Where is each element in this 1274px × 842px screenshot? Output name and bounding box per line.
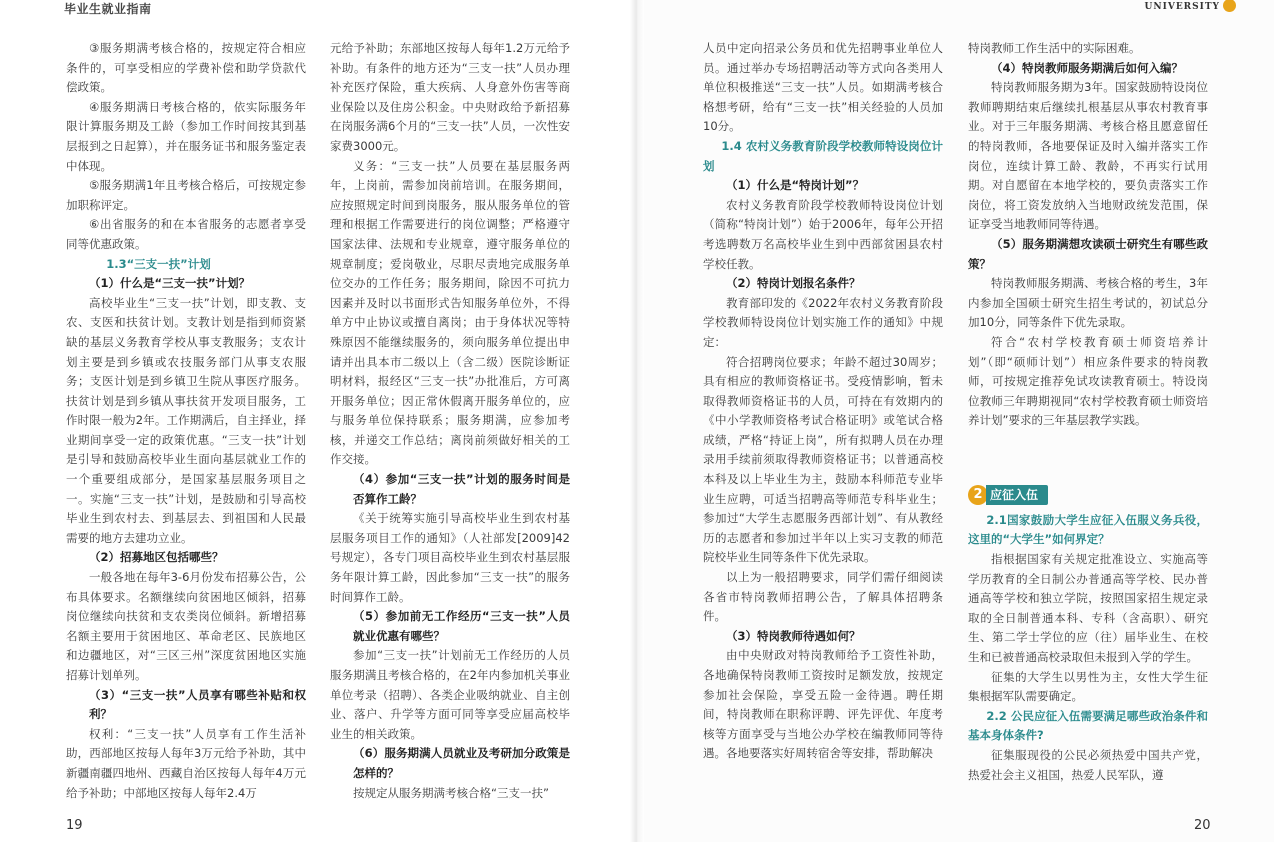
subsection-heading: 1.3“三支一扶”计划 xyxy=(106,256,211,271)
continued-paragraph: 特岗教师工作生活中的实际困难。 xyxy=(968,41,1141,55)
text-column-4 xyxy=(968,39,1208,785)
question-heading: （5）服务期满想攻读硕士研究生有哪些政策？ xyxy=(968,236,1208,271)
section-number-badge: 2 xyxy=(968,485,988,505)
question-heading: （5）参加前无工作经历“三支一扶”人员就业优惠有哪些？ xyxy=(353,609,570,643)
page-number-left: 19 xyxy=(66,818,83,833)
brand-text: UNIVERSITY xyxy=(1144,2,1220,12)
body-paragraph: 高校毕业生“三支一扶”计划，即支教、支农、支医和扶贫计划。支教计划是指到师资紧缺的基层义务教育学校从事支教服务；支农计划主要是到乡镇或农技服务部门从事支农服务；支医计划是到乡镇卫生院从事医疗服务。扶贫计划是到乡镇从事扶贫开发项目服务，工作时限一般为2年。工作期满后，自主择业，择业期间享受一定的政策优惠。“三支一扶”计划是引导和鼓励高校毕业生面向基层就业工作的一个重要组成部分，是国家基层服务项目之一。实施“三支一扶”计划，是鼓励和引导高校毕业生到农村去、到基层去、到祖国和人民最需要的地方去建功立业。 xyxy=(66,295,306,545)
page-number-right: 20 xyxy=(1194,818,1211,833)
body-paragraph: 《关于统筹实施引导高校毕业生到农村基层服务项目工作的通知》（人社部发[2009]42号规定），各专门项目高校毕业生到农村基层服务年限计算工龄，因此参加“三支一扶”的服务时间算作工龄。 xyxy=(330,511,570,604)
subsection-heading: 2.1国家鼓励大学生应征入伍服义务兵役，这里的“大学生”如何界定？ xyxy=(968,512,1208,547)
body-paragraph: 农村义务教育阶段学校教师特设岗位计划（简称“特岗计划”）始于2006年，每年公开招考选聘数万名高校毕业生到中西部贫困县农村学校任教。 xyxy=(703,197,943,271)
question-heading: （6）服务期满人员就业及考研加分政策是怎样的？ xyxy=(353,746,570,780)
body-paragraph: ③服务期满考核合格的，按规定符合相应条件的，可享受相应的学费补偿和助学贷款代偿政策。 xyxy=(66,41,306,95)
continued-paragraph: 人员中定向招录公务员和优先招聘事业单位人员。通过举办专场招聘活动等方式向各类用人单位积极推送“三支一扶”人员。如期满考核合格想考研，给有“三支一扶”相关经验的人员加10分。 xyxy=(703,41,943,134)
question-heading: （2）招募地区包括哪些？ xyxy=(89,550,224,565)
body-paragraph: 特岗教师服务期为3年。国家鼓励特设岗位教师聘期结束后继续扎根基层从事农村教育事业。对于三年服务期满、考核合格且愿意留任的特岗教师，各地要保证及时入编并落实工作岗位，连续计算工龄、教龄，不再实行试用期。对自愿留在本地学校的，要负责落实工作岗位，将工资发放纳入当地财政统发范围，保证享受当地教师同等待遇。 xyxy=(968,80,1208,232)
question-heading: （4）特岗教师服务期满后如何入编？ xyxy=(991,60,1183,75)
question-heading: （4）参加“三支一扶”计划的服务时间是否算作工龄？ xyxy=(353,472,570,506)
body-paragraph: ⑤服务期满1年且考核合格后，可按规定参加职称评定。 xyxy=(66,178,306,212)
subsection-heading: 1.4 农村义务教育阶段学校教师特设岗位计划 xyxy=(703,138,943,173)
body-paragraph: 参加“三支一扶”计划前无工作经历的人员服务期满且考核合格的，在2年内参加机关事业单位考录（招聘）、各类企业吸纳就业、自主创业、落户、升学等方面可同等享受应届高校毕业生的相关政策。 xyxy=(330,648,570,741)
section-badge xyxy=(968,483,1208,507)
body-paragraph: 特岗教师服务期满、考核合格的考生，3年内参加全国硕士研究生招生考试的，初试总分加10分，同等条件下优先录取。 xyxy=(968,276,1208,330)
text-column-2 xyxy=(330,39,570,803)
university-logo-icon xyxy=(1223,0,1236,12)
body-paragraph: 符合“农村学校教育硕士师资培养计划”（即“硕师计划”）相应条件要求的特岗教师，可按规定推荐免试攻读教育硕士。特设岗位教师三年聘期视同“农村学校教育硕士师资培养计划”要求的三年基层教学实践。 xyxy=(968,334,1208,428)
body-paragraph: 权利：“三支一扶”人员享有工作生活补助，西部地区按每人每年3万元给予补助，其中新疆南疆四地州、西藏自治区按每人每年4万元给予补助；中部地区按每人每年2.4万 xyxy=(66,726,306,800)
question-heading: （1）什么是“特岗计划”？ xyxy=(726,178,865,193)
body-paragraph: 征集的大学生以男性为主，女性大学生征集根据军队需要确定。 xyxy=(968,669,1208,704)
body-paragraph: 一般各地在每年3-6月份发布招募公告，公布具体要求。名额继续向贫困地区倾斜，招募岗位继续向扶贫和支农类岗位倾斜。新增招募名额主要用于贫困地区、革命老区、民族地区和边疆地区，对“三区三州”深度贫困地区实施招募计划单列。 xyxy=(66,570,306,682)
continued-paragraph: 元给予补助；东部地区按每人每年1.2万元给予补助。有条件的地方还为“三支一扶”人员办理补充医疗保险，重大疾病、人身意外伤害等商业保险以及住房公积金。中央财政给予新招募在岗服务满6个月的“三支一扶”人员，一次性安家费3000元。 xyxy=(330,41,570,153)
body-paragraph: 征集服现役的公民必须热爱中国共产党，热爱社会主义祖国，热爱人民军队，遵 xyxy=(968,748,1208,782)
body-paragraph: 指根据国家有关规定批准设立、实施高等学历教育的全日制公办普通高等学校、民办普通高等学校和独立学院，按照国家招生规定录取的全日制普通本科、专科（含高职）、研究生、第二学士学位的应（往）届毕业生、在校生和已被普通高校录取但未报到入学的学生。 xyxy=(968,552,1208,665)
text-column-3 xyxy=(703,39,943,764)
question-heading: （2）特岗计划报名条件？ xyxy=(726,276,861,291)
page-gutter xyxy=(630,0,644,842)
body-paragraph: 按规定从服务期满考核合格“三支一扶” xyxy=(353,785,549,800)
body-paragraph: ⑥出省服务的和在本省服务的志愿者享受同等优惠政策。 xyxy=(66,217,306,251)
running-header-brand xyxy=(1145,0,1236,13)
body-paragraph: 符合招聘岗位要求；年龄不超过30周岁；具有相应的教师资格证书。受疫情影响，暂未取得教师资格证书的人员，可持在有效期内的《中小学教师资格考试合格证明》或笔试合格成绩，严格“持证上岗”，所有拟聘人员在办理录用手续前须取得教师资格证书；以普通高校本科及以上毕业生为主，鼓励本科师范专业毕业生应聘，可适当招聘高等师范专科毕业生；参加过“大学生志愿服务西部计划”、有从教经历的志愿者和参加过半年以上实习支教的师范院校毕业生同等条件下优先录取。 xyxy=(703,354,943,565)
body-paragraph: ④服务期满日考核合格的，依实际服务年限计算服务期及工龄（参加工作时间按其到基层报到之日起算），并在服务证书和服务鉴定表中体现。 xyxy=(66,99,306,173)
running-header-title: 毕业生就业指南 xyxy=(64,2,152,16)
section-title: 应征入伍 xyxy=(986,485,1048,505)
question-heading: （3）特岗教师待遇如何？ xyxy=(726,628,861,643)
body-paragraph: 教育部印发的《2022年农村义务教育阶段学校教师特设岗位计划实施工作的通知》中规定： xyxy=(703,295,943,349)
question-heading: （1）什么是“三支一扶”计划？ xyxy=(89,276,251,291)
body-paragraph: 义务：“三支一扶”人员要在基层服务两年，上岗前，需参加岗前培训。在服务期间，应按照规定时间到岗服务，服从服务单位的管理和根据工作需要进行的岗位调整；严格遵守国家法律、法规和专业规章，遵守服务单位的规章制度；爱岗敬业，尽职尽责地完成服务单位交办的工作任务；服务期间，除因不可抗力因素并及时以书面形式告知服务单位外，不得单方中止协议或擅自离岗；由于身体状况等特殊原因不能继续服务的，须向服务单位提出申请并出具本市二级以上（含二级）医院诊断证明材料，报经区“三支一扶”办批准后，方可离开服务单位；因正常休假离开服务单位的，应与服务单位保持联系；服务期满，应参加考核，并递交工作总结；离岗前须做好相关的工作交接。 xyxy=(330,158,570,467)
question-heading: （3）“三支一扶”人员享有哪些补贴和权利？ xyxy=(89,687,306,722)
body-paragraph: 以上为一般招聘要求，同学们需仔细阅读各省市特岗教师招聘公告，了解具体招聘条件。 xyxy=(703,570,943,624)
text-column-1 xyxy=(66,39,306,803)
subsection-heading: 2.2 公民应征入伍需要满足哪些政治条件和基本身体条件? xyxy=(968,708,1208,743)
body-paragraph: 由中央财政对特岗教师给予工资性补助，各地确保特岗教师工资按时足额发放，按规定参加社会保险，享受五险一金待遇。聘任期间，特岗教师在职称评聘、评先评优、年度考核等方面享受与当地公办学校在编教师同等待遇。各地要落实好周转宿舍等安排，帮助解决 xyxy=(703,648,943,761)
